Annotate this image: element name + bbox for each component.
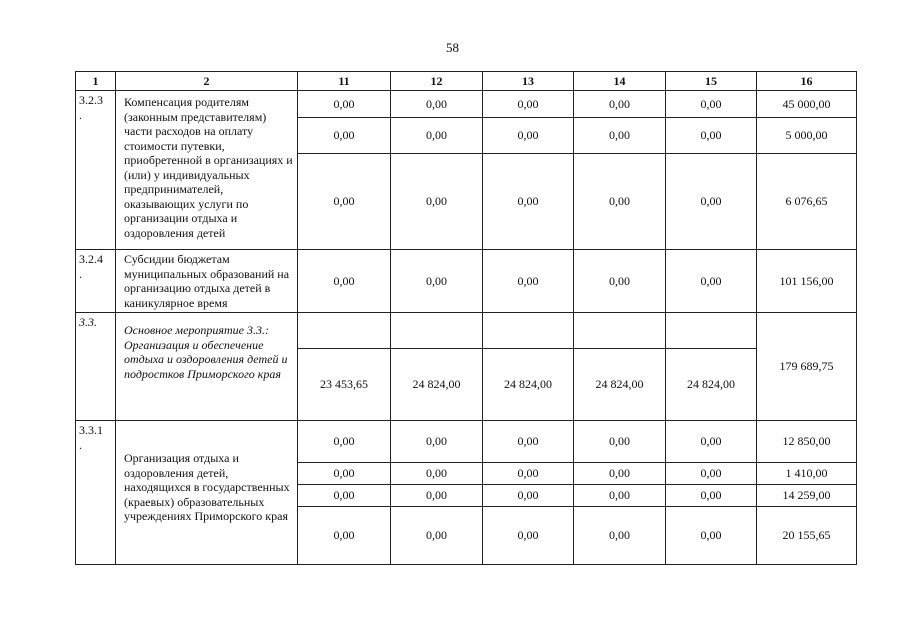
cell-value: 0,00 <box>666 463 757 485</box>
cell-value: 0,00 <box>298 485 391 507</box>
cell-value: 0,00 <box>391 463 483 485</box>
page-number: 58 <box>446 40 459 55</box>
cell-value: 0,00 <box>574 91 666 118</box>
item-number-3-3: 3.3. <box>76 313 116 421</box>
cell-value: 0,00 <box>391 118 483 154</box>
cell-value: 0,00 <box>483 118 574 154</box>
cell-value: 0,00 <box>574 485 666 507</box>
header-col-15: 15 <box>666 72 757 91</box>
header-col-16: 16 <box>757 72 857 91</box>
cell-value: 24 824,00 <box>483 349 574 421</box>
budget-table <box>75 71 857 565</box>
cell-value: 0,00 <box>666 485 757 507</box>
cell-value: 0,00 <box>574 507 666 565</box>
cell-empty <box>298 313 391 349</box>
cell-value: 0,00 <box>666 507 757 565</box>
cell-total: 179 689,75 <box>757 313 857 421</box>
cell-value: 0,00 <box>391 154 483 250</box>
table-row <box>76 421 857 463</box>
cell-value: 0,00 <box>574 421 666 463</box>
item-name-3-2-3: Компенсация родителям (законным представителям) части расходов на оплату стоимости путевки, приобретенной в организациях и (или) у индивидуальных предпринимателей, оказывающих услуги по организации отдыха и оздоровления детей <box>116 91 298 250</box>
cell-value: 0,00 <box>666 118 757 154</box>
cell-total: 1 410,00 <box>757 463 857 485</box>
cell-value: 24 824,00 <box>666 349 757 421</box>
cell-value: 0,00 <box>574 154 666 250</box>
cell-total: 6 076,65 <box>757 154 857 250</box>
cell-value: 0,00 <box>298 463 391 485</box>
cell-empty <box>666 313 757 349</box>
cell-value: 0,00 <box>391 485 483 507</box>
header-col-12: 12 <box>391 72 483 91</box>
cell-value: 0,00 <box>666 250 757 313</box>
cell-empty <box>483 313 574 349</box>
cell-total: 20 155,65 <box>757 507 857 565</box>
cell-value: 0,00 <box>666 91 757 118</box>
cell-value: 0,00 <box>483 91 574 118</box>
cell-value: 0,00 <box>391 507 483 565</box>
cell-value: 0,00 <box>574 463 666 485</box>
table-row <box>76 91 857 118</box>
cell-value: 0,00 <box>483 463 574 485</box>
cell-value: 24 824,00 <box>391 349 483 421</box>
cell-value: 0,00 <box>298 91 391 118</box>
item-name-3-3-1: Организация отдыха и оздоровления детей, находящихся в государственных (краевых) образовательных учреждениях Приморского края <box>116 421 298 565</box>
cell-value: 0,00 <box>483 485 574 507</box>
cell-value: 0,00 <box>574 118 666 154</box>
cell-value: 24 824,00 <box>574 349 666 421</box>
cell-value: 0,00 <box>483 507 574 565</box>
cell-value: 0,00 <box>574 250 666 313</box>
cell-value: 0,00 <box>391 421 483 463</box>
header-row <box>76 72 857 91</box>
cell-empty <box>574 313 666 349</box>
header-col-13: 13 <box>483 72 574 91</box>
item-number-3-2-3: 3.2.3 . <box>76 91 116 250</box>
header-col-2: 2 <box>116 72 298 91</box>
cell-value: 0,00 <box>298 421 391 463</box>
table-row <box>76 313 857 349</box>
cell-total: 14 259,00 <box>757 485 857 507</box>
cell-value: 0,00 <box>298 250 391 313</box>
item-name-3-3: Основное мероприятие 3.3.: Организация и обеспечение отдыха и оздоровления детей и подростков Приморского края <box>116 313 298 421</box>
cell-value: 0,00 <box>666 154 757 250</box>
cell-value: 0,00 <box>298 154 391 250</box>
header-col-11: 11 <box>298 72 391 91</box>
cell-value: 0,00 <box>666 421 757 463</box>
cell-total: 45 000,00 <box>757 91 857 118</box>
cell-value: 0,00 <box>391 91 483 118</box>
cell-total: 101 156,00 <box>757 250 857 313</box>
cell-value: 0,00 <box>298 118 391 154</box>
cell-value: 0,00 <box>483 421 574 463</box>
header-col-14: 14 <box>574 72 666 91</box>
cell-value: 0,00 <box>483 154 574 250</box>
item-number-3-3-1: 3.3.1 . <box>76 421 116 565</box>
cell-total: 12 850,00 <box>757 421 857 463</box>
cell-value: 23 453,65 <box>298 349 391 421</box>
cell-total: 5 000,00 <box>757 118 857 154</box>
table-row <box>76 250 857 313</box>
item-number-3-2-4: 3.2.4 . <box>76 250 116 313</box>
cell-empty <box>391 313 483 349</box>
header-col-1: 1 <box>76 72 116 91</box>
cell-value: 0,00 <box>391 250 483 313</box>
item-name-3-2-4: Субсидии бюджетам муниципальных образований на организацию отдыха детей в каникулярное время <box>116 250 298 313</box>
cell-value: 0,00 <box>483 250 574 313</box>
cell-value: 0,00 <box>298 507 391 565</box>
